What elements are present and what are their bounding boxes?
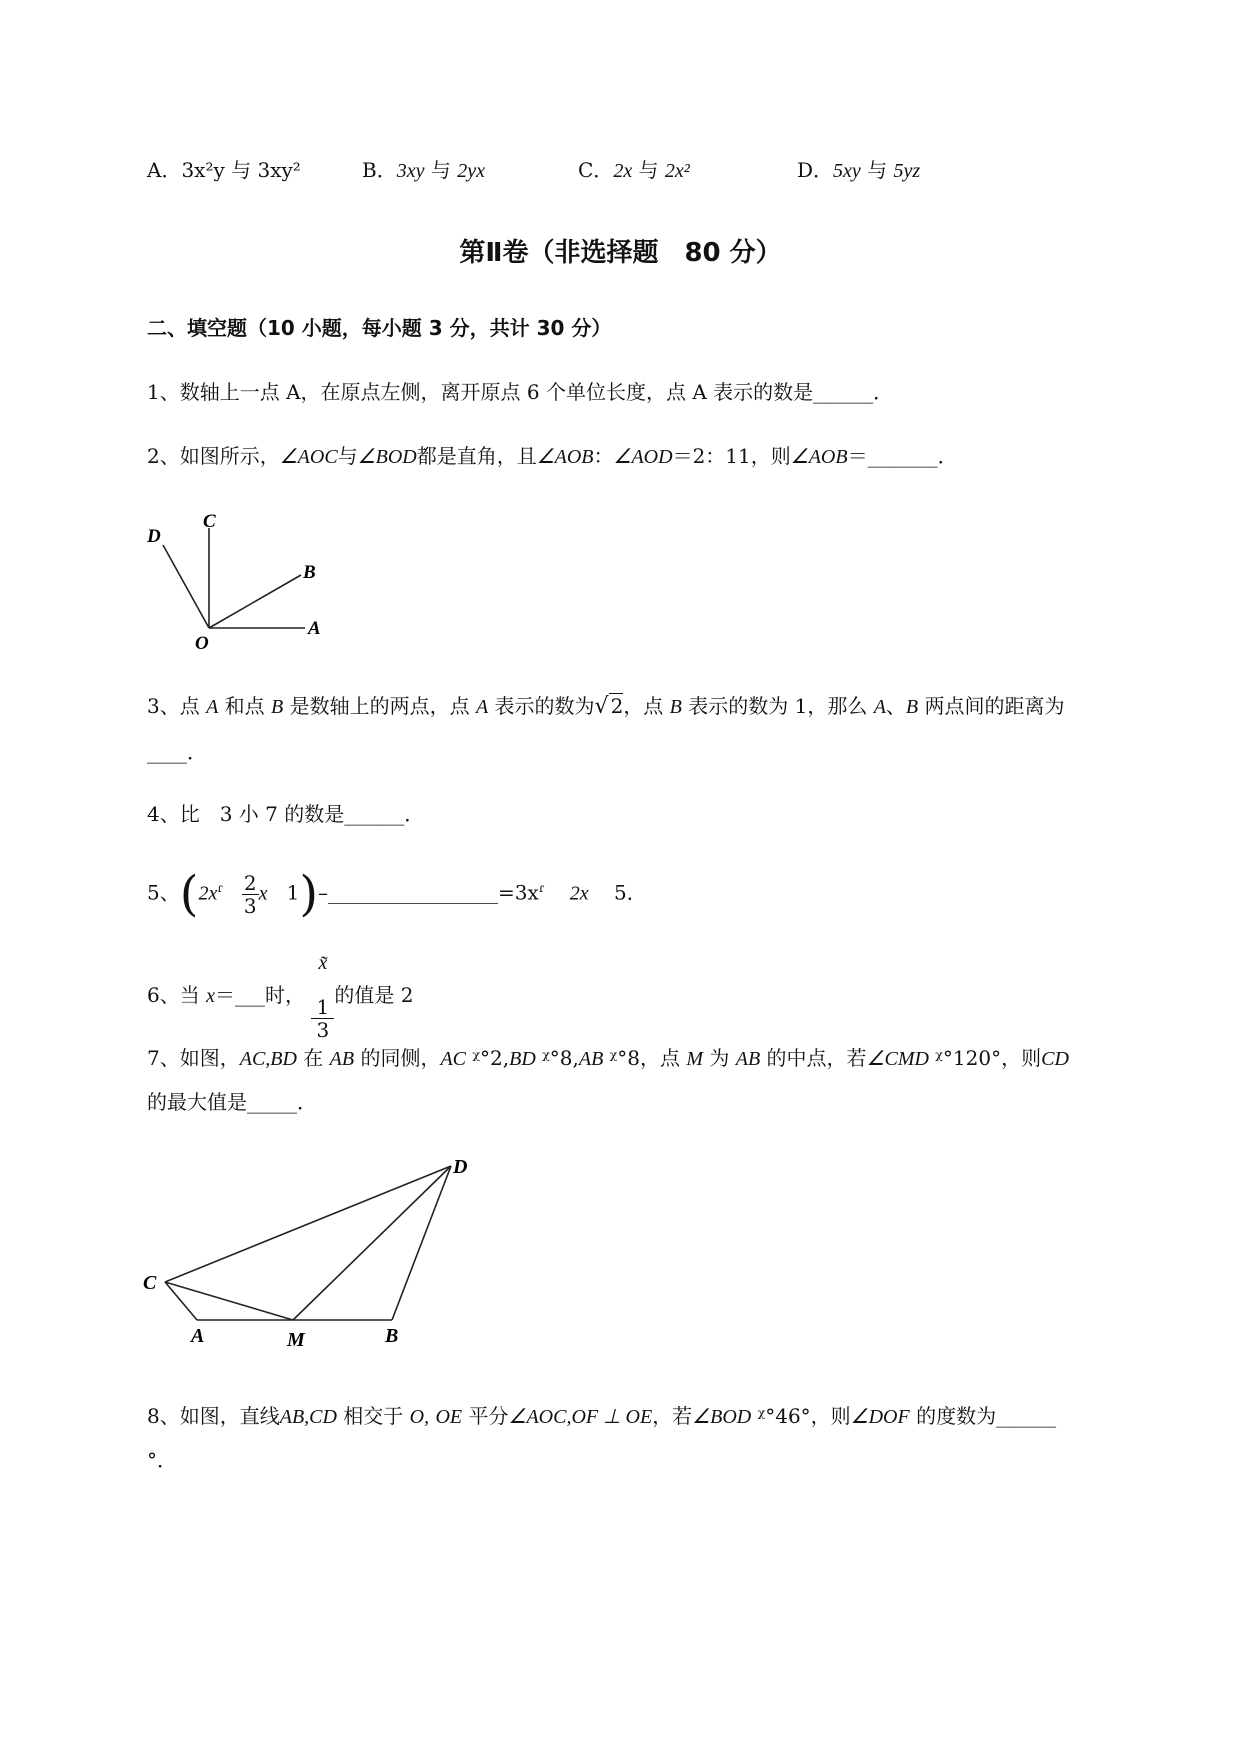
option-d-expr2: 5yz [893, 160, 921, 182]
segment-bd [392, 1166, 451, 1320]
q5-sup-2: ɾ [538, 881, 545, 895]
q7-e5: AB [578, 1048, 604, 1070]
sqrt-value: 2 [610, 694, 624, 718]
segment-md [293, 1166, 451, 1320]
q7-e2: AB [329, 1048, 355, 1070]
segment-ca [165, 1282, 197, 1320]
q6-frac-num [311, 952, 334, 1019]
q7-e4: BD [509, 1048, 536, 1070]
q8-m3: 平分 [462, 1404, 509, 1428]
sqrt-sign: √ [594, 694, 609, 719]
q2-pre: 2、如图所示， [147, 444, 280, 468]
ray-od [163, 545, 209, 628]
option-a: A．3x²y 与 3xy² [147, 158, 301, 182]
q7-e3: AC [440, 1048, 467, 1070]
q2-m3: ： [593, 444, 614, 468]
section-title: 二、填空题（10 小题，每小题 3 分，共计 30 分） [147, 316, 612, 340]
q3-m4: ，点 [623, 694, 670, 718]
q7-e1: AC,BD [239, 1048, 297, 1070]
label-d: D [453, 1156, 468, 1178]
q5-blank: –_________________=3x [318, 880, 539, 905]
q5-term-1: 2x [198, 882, 218, 905]
label-b: B [303, 562, 316, 583]
q3-m1: 和点 [218, 694, 272, 718]
label-c: C [203, 511, 216, 532]
q3-m2: 是数轴上的两点，点 [283, 694, 476, 718]
q5-sup-1: ɾ [217, 881, 223, 895]
q3-b2: B [669, 696, 682, 718]
q8-e6: ∠DOF [850, 1406, 910, 1428]
option-b [362, 156, 485, 185]
option-b-expr1: 3xy [396, 160, 425, 182]
q7-e7: AB [735, 1048, 761, 1070]
question-6 [147, 952, 414, 1042]
q3-pre: 3、点 [147, 694, 207, 718]
label-o: O [195, 633, 209, 654]
figure-angles [135, 505, 335, 655]
label-d: D [147, 526, 161, 547]
q5-label: 5、 [147, 880, 180, 905]
option-d [797, 156, 920, 185]
q6-frac-den: 3 [316, 1018, 330, 1042]
q8-post: 的度数为______ [909, 1404, 1057, 1428]
option-c-mid: 与 [632, 158, 665, 182]
q5-frac-num: 2 [243, 870, 257, 895]
segment-cm [165, 1282, 293, 1320]
q6-x: x [206, 985, 215, 1007]
option-c-expr1: 2x [613, 160, 633, 182]
q7-pre: 7、如图， [147, 1046, 240, 1070]
figure-triangle [135, 1140, 495, 1360]
option-b-expr2: 2yx [457, 160, 485, 182]
q3-m3: 表示的数为 [488, 694, 595, 718]
question-3-line-2: ____． [147, 740, 207, 764]
question-7 [147, 1044, 1069, 1073]
q7-m1: 在 [296, 1046, 330, 1070]
left-paren: ( [179, 866, 199, 923]
q8-m1: 相交于 [336, 1404, 410, 1428]
q7-m6: ，则 [1001, 1046, 1042, 1070]
q8-v1: ᵡ°46° [757, 1404, 811, 1428]
q8-pre: 8、如图，直线 [147, 1404, 280, 1428]
q8-e3: OE [435, 1406, 463, 1428]
q3-b: B [271, 696, 284, 718]
q7-v4: ᵡ°120° [935, 1046, 1002, 1070]
option-d-expr1: 5xy [833, 160, 861, 182]
q6-frac-num-rest: 1 [316, 995, 330, 1019]
q2-post: ＝_______． [847, 444, 958, 468]
option-c [578, 156, 690, 185]
question-2 [147, 442, 958, 471]
q2-m1: 与 [337, 444, 358, 468]
q6-fraction [311, 952, 334, 1041]
q7-v2: ᵡ°8, [542, 1046, 579, 1070]
q7-m3: ，点 [640, 1046, 687, 1070]
label-a: A [191, 1325, 205, 1347]
q7-v3: ᵡ°8 [609, 1046, 641, 1070]
q3-a2: A [475, 696, 489, 718]
q5-frac-den: 3 [243, 893, 257, 918]
q7-e6: M [686, 1048, 704, 1070]
q6-pre: 6、当 [147, 983, 207, 1007]
q3-post: 两点间的距离为 [918, 694, 1065, 718]
ray-ob [209, 575, 301, 628]
q7-e9: CD [1041, 1048, 1069, 1070]
q2-angle-4: ∠AOD [613, 446, 673, 468]
label-b: B [385, 1325, 399, 1347]
q5-term-2: x [258, 882, 268, 905]
q7-v1: ᵡ°2, [472, 1046, 510, 1070]
q3-a3: A [873, 696, 886, 718]
question-7-line-2: 的最大值是_____． [147, 1090, 317, 1114]
q8-e4: ∠AOC,OF ⊥ OE [508, 1406, 653, 1428]
q7-m5: 的中点，若 [760, 1046, 867, 1070]
option-c-expr2: 2x² [664, 160, 690, 182]
option-d-label: D． [797, 158, 834, 182]
q2-m4: ＝2：11，则 [672, 444, 791, 468]
q5-term-4: 2x [569, 882, 589, 905]
q3-m6: 、 [885, 694, 906, 718]
q8-e2: O, [409, 1406, 430, 1428]
q2-angle-1: ∠AOC [279, 446, 338, 468]
question-4: 4、比 3 小 7 的数是______． [147, 802, 425, 826]
label-m: M [287, 1329, 305, 1351]
q6-post: 的值是 2 [334, 983, 414, 1007]
label-a: A [308, 618, 321, 639]
q7-m2: 的同侧， [354, 1046, 441, 1070]
option-d-mid: 与 [860, 158, 894, 182]
q3-m5: 表示的数为 1，那么 [681, 694, 874, 718]
q3-a: A [206, 696, 219, 718]
q7-m4: 为 [703, 1046, 736, 1070]
q2-angle-2: ∠BOD [357, 446, 417, 468]
q6-frac-num-x: x̃ [318, 952, 328, 974]
q8-e1: AB,CD [279, 1406, 337, 1428]
q3-b3: B [905, 696, 919, 718]
q5-fraction [242, 872, 259, 917]
q7-e8: ∠CMD [866, 1048, 929, 1070]
q6-mid: ＝___时， [214, 983, 305, 1007]
option-b-mid: 与 [424, 158, 458, 182]
q2-angle-5: ∠AOB [790, 446, 848, 468]
question-1: 1、数轴上一点 A，在原点左侧，离开原点 6 个单位长度，点 A 表示的数是______． [147, 380, 894, 404]
segment-cd [165, 1166, 451, 1282]
part-title: 第Ⅱ卷（非选择题 80 分） [459, 238, 782, 268]
q5-term-3: 1 [286, 880, 300, 905]
option-c-label: C． [578, 158, 614, 182]
q2-angle-3: ∠AOB [536, 446, 594, 468]
q8-m5: ，则 [810, 1404, 851, 1428]
question-3 [147, 692, 1064, 721]
question-8-line-2: °． [147, 1448, 177, 1472]
q8-m4: ，若 [652, 1404, 693, 1428]
label-c: C [143, 1272, 157, 1294]
question-8 [147, 1402, 1056, 1431]
option-b-label: B． [362, 158, 397, 182]
q8-e5: ∠BOD [692, 1406, 752, 1428]
right-paren: ) [299, 866, 319, 923]
q2-m2: 都是直角，且 [416, 444, 537, 468]
q5-term-5: 5． [614, 880, 647, 905]
question-5 [147, 858, 647, 923]
